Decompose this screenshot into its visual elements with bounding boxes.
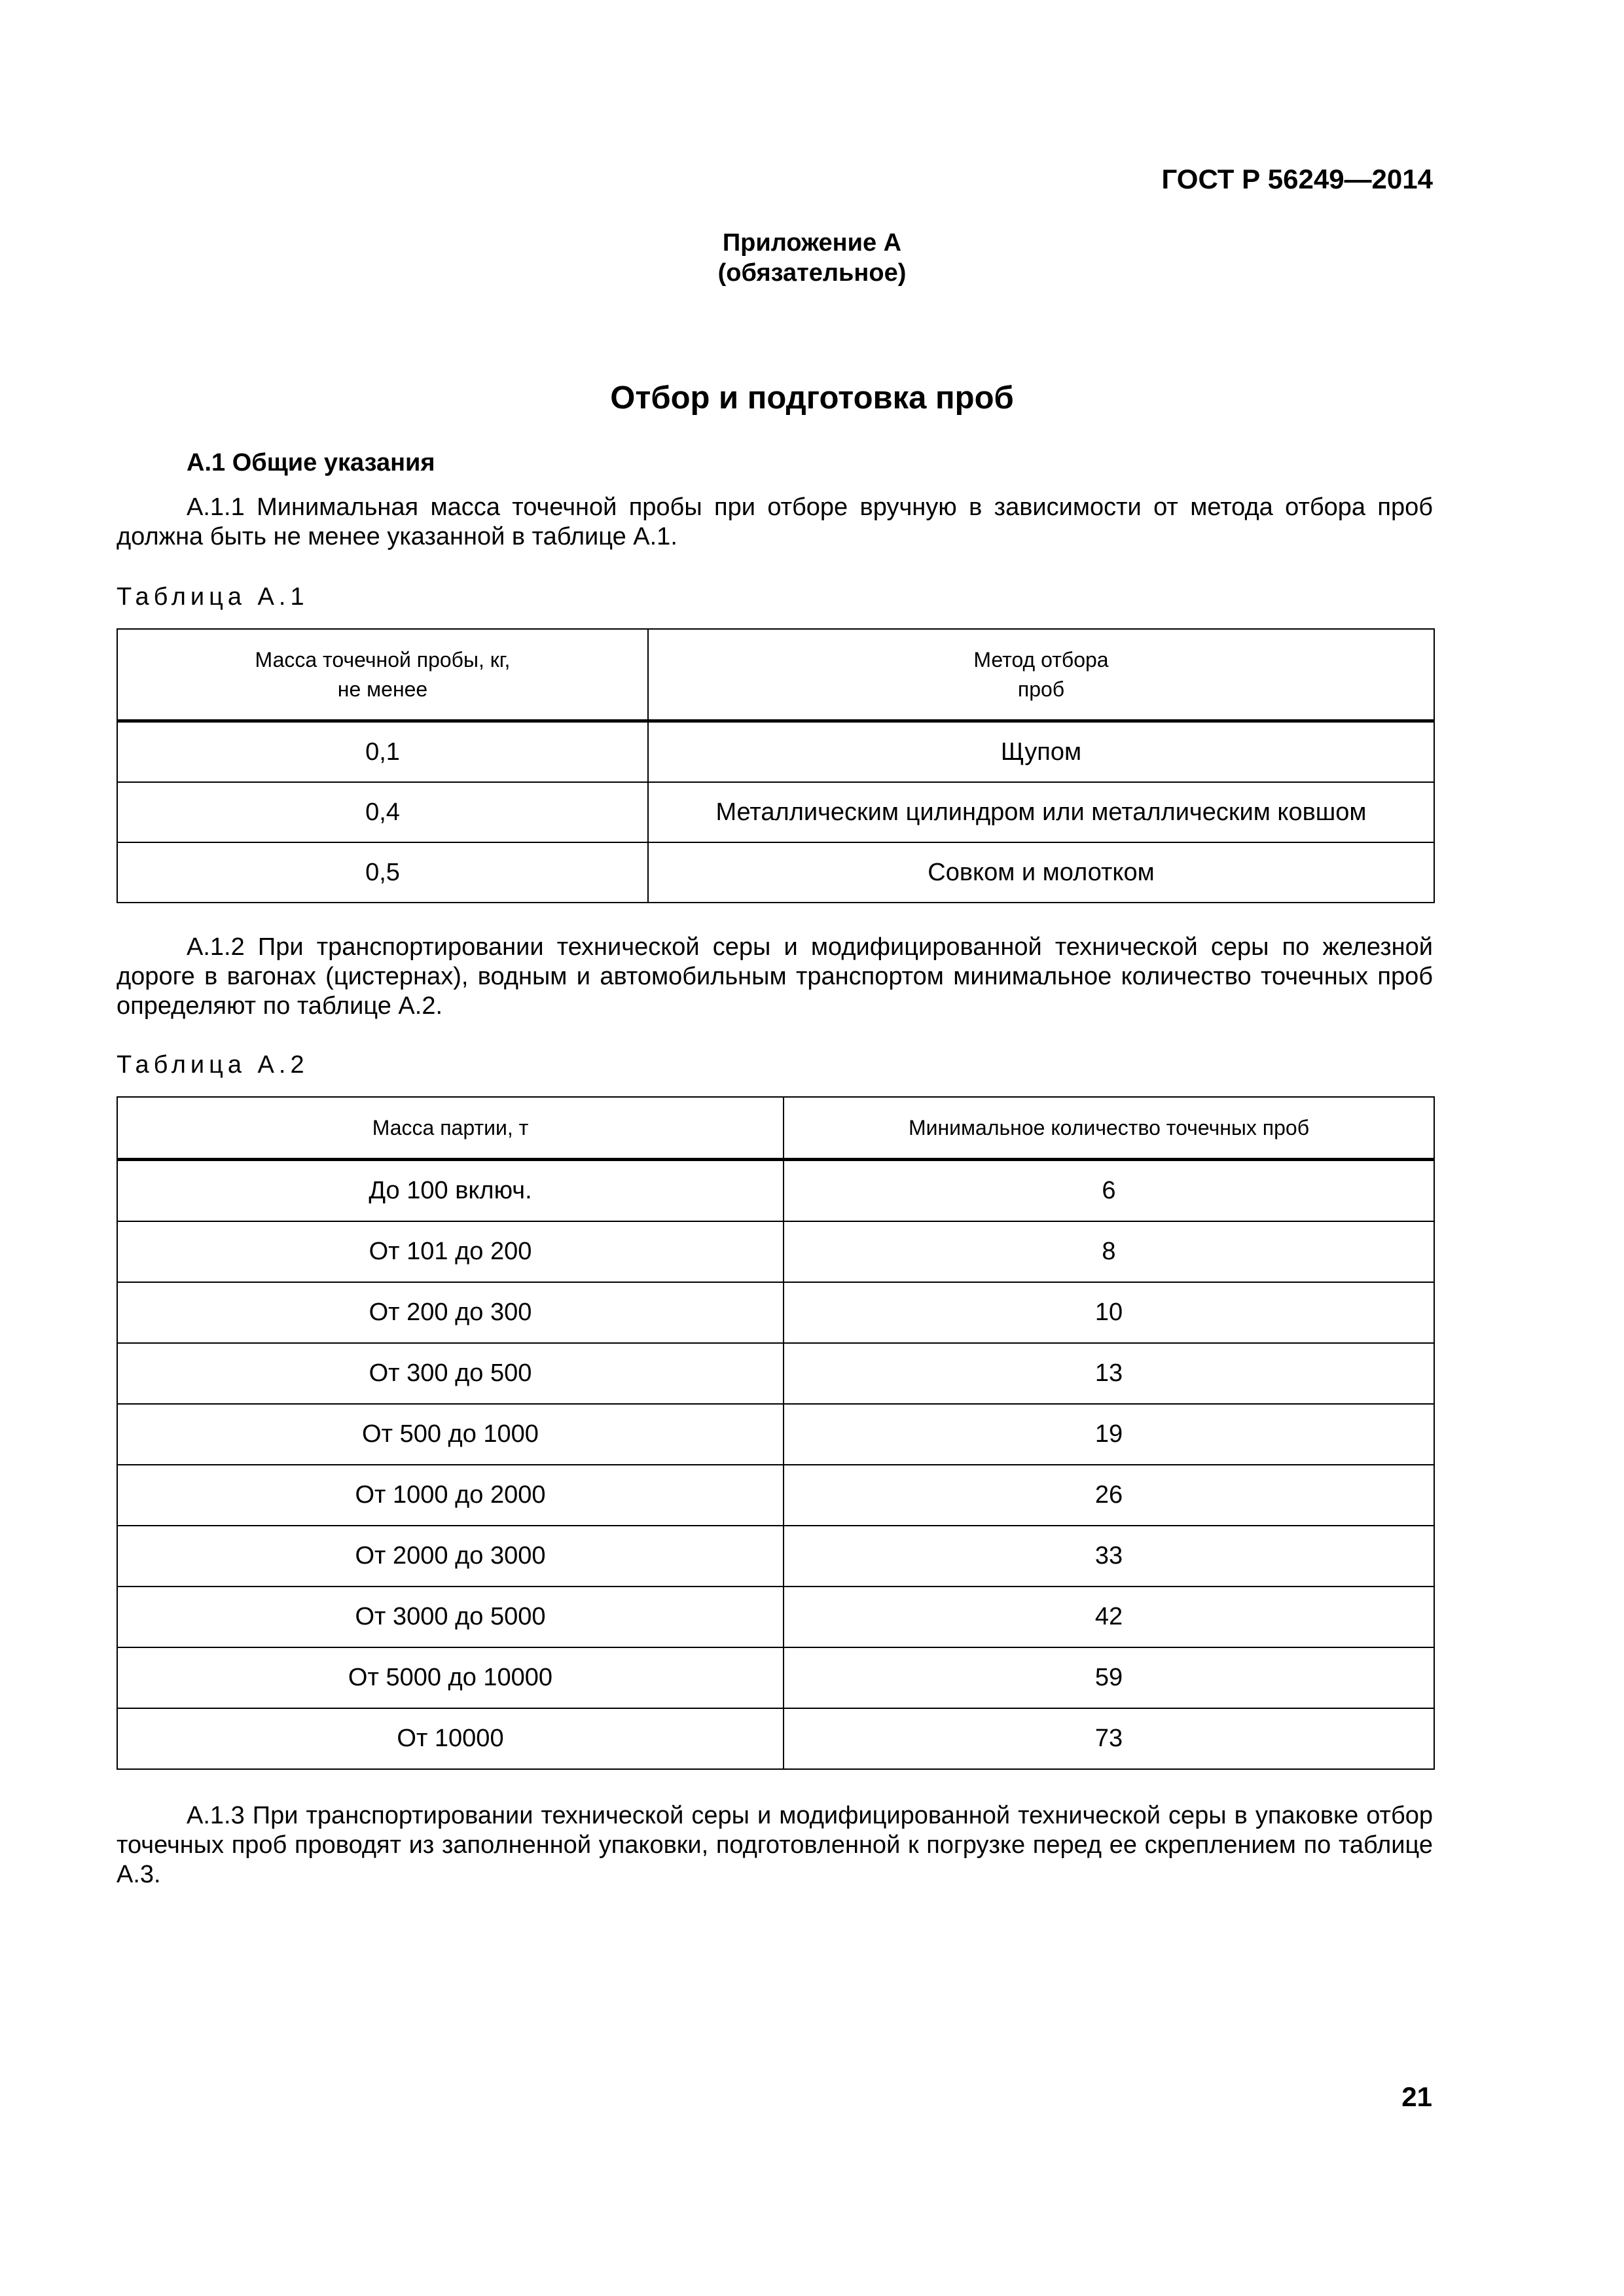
table-row [117, 721, 1434, 783]
table-cell: 0,1 [117, 721, 648, 783]
table-cell: Металлическим цилиндром или металлическим ковшом [648, 782, 1434, 842]
table-cell: 42 [784, 1587, 1434, 1647]
table-cell: От 500 до 1000 [117, 1404, 784, 1465]
table-header-cell [117, 629, 648, 721]
table-cell: Совком и молотком [648, 842, 1434, 903]
page-number: 21 [1401, 2081, 1432, 2112]
table-cell: 0,4 [117, 782, 648, 842]
table-caption-a-2: Таблица А.2 [117, 1051, 309, 1079]
table-cell: От 101 до 200 [117, 1221, 784, 1282]
table-row [117, 1160, 1434, 1222]
header-text-line: Масса точечной пробы, кг, [255, 647, 511, 672]
table-cell: От 3000 до 5000 [117, 1587, 784, 1647]
table-row [117, 1587, 1434, 1647]
table-cell: 8 [784, 1221, 1434, 1282]
table-cell: 73 [784, 1708, 1434, 1769]
table-row [117, 1526, 1434, 1587]
table-row [117, 842, 1434, 903]
table-cell: 26 [784, 1465, 1434, 1526]
paragraph-a-1-1: А.1.1 Минимальная масса точечной пробы при отборе вручную в зависимости от метода отбора проб должна быть не менее указанной в таблице А.1. [117, 493, 1433, 550]
table-a-2 [117, 1096, 1435, 1770]
table-cell: До 100 включ. [117, 1160, 784, 1222]
table-row [117, 1282, 1434, 1343]
table-cell: 13 [784, 1343, 1434, 1404]
table-row [117, 1343, 1434, 1404]
table-cell: От 10000 [117, 1708, 784, 1769]
table-header-row [117, 1097, 1434, 1160]
table-cell: 0,5 [117, 842, 648, 903]
paragraph-a-1-3: А.1.3 При транспортировании технической серы и модифицированной технической серы в упаковке отбор точечных проб проводят из заполненной упаковки, подготовленной к погрузке перед ее скреплением по таблице А.3. [117, 1802, 1433, 1888]
table-cell: Щупом [648, 721, 1434, 783]
header-text-line: Метод отбора [973, 647, 1109, 672]
table-row [117, 782, 1434, 842]
table-cell: 59 [784, 1647, 1434, 1708]
table-row [117, 1465, 1434, 1526]
table-cell: 10 [784, 1282, 1434, 1343]
table-header-cell: Масса партии, т [117, 1097, 784, 1160]
section-heading: А.1 Общие указания [187, 449, 435, 476]
table-cell: От 5000 до 10000 [117, 1647, 784, 1708]
table-row [117, 1708, 1434, 1769]
page-title: Отбор и подготовка проб [610, 380, 1014, 416]
standard-number: ГОСТ Р 56249—2014 [1161, 164, 1433, 194]
table-a-1 [117, 628, 1435, 903]
appendix-label: Приложение А [722, 229, 902, 257]
table-row [117, 1647, 1434, 1708]
table-header-cell [648, 629, 1434, 721]
table-cell: 19 [784, 1404, 1434, 1465]
table-row [117, 1404, 1434, 1465]
paragraph-a-1-2: А.1.2 При транспортировании технической серы и модифицированной технической серы по железной дороге в вагонах (цистернах), водным и автомобильным транспортом минимальное количество точечных проб определяют по таблице А.2. [117, 933, 1433, 1020]
table-header-cell: Минимальное количество точечных проб [784, 1097, 1434, 1160]
table-caption-a-1: Таблица А.1 [117, 583, 309, 611]
table-header-row [117, 629, 1434, 721]
header-text-line: не менее [337, 677, 428, 701]
table-cell: От 2000 до 3000 [117, 1526, 784, 1587]
table-cell: От 200 до 300 [117, 1282, 784, 1343]
table-row [117, 1221, 1434, 1282]
header-text-line: проб [1017, 677, 1065, 701]
appendix-heading [0, 228, 1624, 288]
table-cell: 33 [784, 1526, 1434, 1587]
table-cell: 6 [784, 1160, 1434, 1222]
table-cell: От 300 до 500 [117, 1343, 784, 1404]
table-cell: От 1000 до 2000 [117, 1465, 784, 1526]
appendix-status: (обязательное) [717, 259, 907, 287]
